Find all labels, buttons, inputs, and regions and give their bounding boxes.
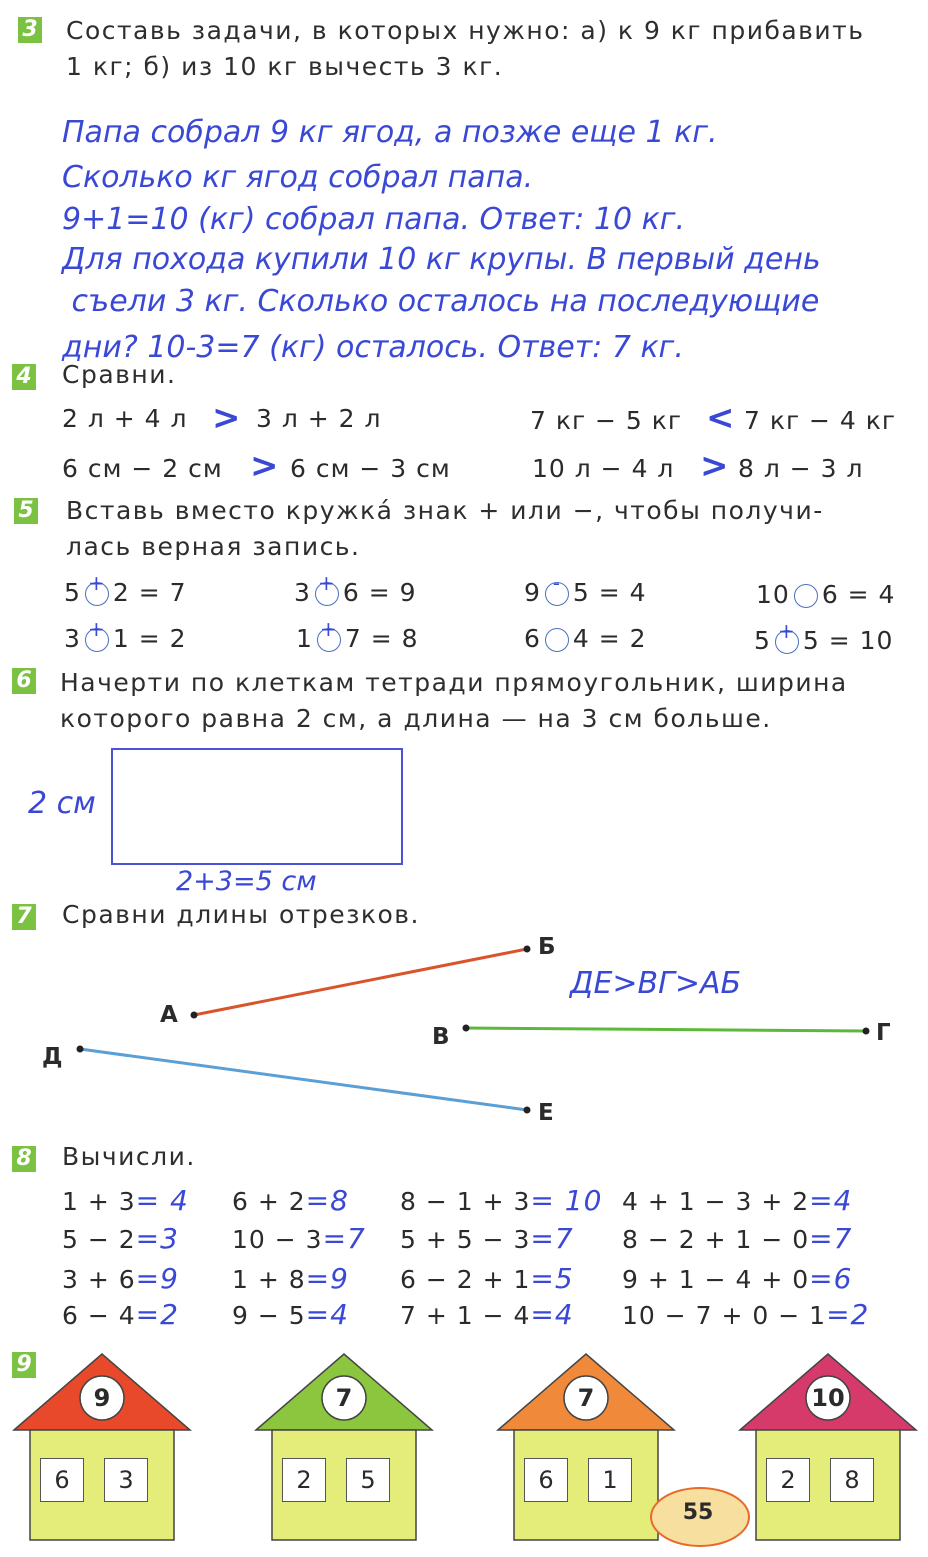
task3-text-line2: 1 кг; б) из 10 кг вычесть 3 кг. <box>66 52 504 81</box>
task4-row4-sign: > <box>700 446 730 486</box>
task5-item5: 3 + 1 = 2 <box>64 617 187 653</box>
house-roof-number: 7 <box>335 1384 353 1412</box>
segment-ab <box>194 949 527 1015</box>
task4-row4-left: 10 л − 4 л <box>532 454 675 483</box>
house-window-number: 2 <box>282 1458 326 1502</box>
rectangle-length-label: 2+3=5 см <box>176 866 317 897</box>
task4-row1-right: 3 л + 2 л <box>256 404 382 433</box>
task4-row3-right: 6 см − 3 см <box>290 454 451 483</box>
label-v: В <box>432 1024 450 1050</box>
calc-item: 6 − 4=2 <box>62 1298 179 1331</box>
task4-row2-sign: < <box>706 398 736 438</box>
point-g <box>863 1028 870 1035</box>
house-window-number: 6 <box>40 1458 84 1502</box>
calc-item: 6 − 2 + 1=5 <box>400 1262 574 1295</box>
sign-circle[interactable]: + <box>775 630 799 654</box>
task9-number: 9 <box>12 1352 36 1378</box>
house-window-number: 2 <box>766 1458 810 1502</box>
point-b <box>524 946 531 953</box>
task4-row3-sign: > <box>250 446 280 486</box>
house-roof-number: 7 <box>577 1384 595 1412</box>
sign-circle[interactable]: + <box>315 582 339 606</box>
house-window-number: 3 <box>104 1458 148 1502</box>
point-v <box>463 1025 470 1032</box>
house-1 <box>12 1352 192 1542</box>
calc-item: 10 − 7 + 0 − 1=2 <box>622 1298 870 1331</box>
task6-text-line1: Начерти по клеткам тетради прямоугольник, ширина <box>60 668 848 697</box>
sign-circle[interactable]: + <box>85 628 109 652</box>
task4-row3-left: 6 см − 2 см <box>62 454 223 483</box>
house-4 <box>738 1352 918 1542</box>
page-number: 55 <box>682 1500 714 1525</box>
task7-number: 7 <box>12 904 36 930</box>
calc-item: 9 + 1 − 4 + 0=6 <box>622 1262 853 1295</box>
segment-de <box>80 1049 527 1110</box>
task4-number: 4 <box>12 364 36 390</box>
label-d: Д <box>42 1044 63 1070</box>
task7-answer: ДЕ>ВГ>АБ <box>570 966 742 1001</box>
task3-answer-line2: Сколько кг ягод собрал папа. <box>62 160 534 195</box>
point-e <box>524 1107 531 1114</box>
house-window-number: 5 <box>346 1458 390 1502</box>
calc-item: 8 − 1 + 3= 10 <box>400 1184 603 1217</box>
calc-item: 10 − 3=7 <box>232 1222 366 1255</box>
task4-row4-right: 8 л − 3 л <box>738 454 864 483</box>
calc-item: 5 + 5 − 3=7 <box>400 1222 574 1255</box>
house-3 <box>496 1352 676 1542</box>
house-roof-number: 10 <box>811 1384 845 1412</box>
calc-item: 8 − 2 + 1 − 0=7 <box>622 1222 853 1255</box>
house-2 <box>254 1352 434 1542</box>
house-window-number: 6 <box>524 1458 568 1502</box>
task3-answer-line6: дни? 10-3=7 (кг) осталось. Ответ: 7 кг. <box>62 330 684 365</box>
task4-row1-left: 2 л + 4 л <box>62 404 188 433</box>
label-g: Г <box>876 1020 891 1046</box>
task3-answer-line3: 9+1=10 (кг) собрал папа. Ответ: 10 кг. <box>62 202 686 237</box>
segment-vg <box>466 1028 866 1031</box>
label-b: Б <box>538 934 556 960</box>
task5-item7: 6 4 = 2 <box>524 624 647 653</box>
calc-item: 1 + 8=9 <box>232 1262 349 1295</box>
calc-item: 5 − 2=3 <box>62 1222 179 1255</box>
house-window-number: 1 <box>588 1458 632 1502</box>
calc-item: 9 − 5=4 <box>232 1298 349 1331</box>
task5-number: 5 <box>14 498 38 524</box>
task5-item3: 9 - 5 = 4 <box>524 571 647 607</box>
task6-number: 6 <box>12 668 36 694</box>
task3-answer-line4: Для похода купили 10 кг крупы. В первый день <box>62 242 821 277</box>
task5-item2: 3 + 6 = 9 <box>294 571 417 607</box>
drawn-rectangle <box>111 748 403 865</box>
label-e: Е <box>538 1100 554 1126</box>
label-a: А <box>160 1002 178 1028</box>
task8-number: 8 <box>12 1146 36 1172</box>
point-a <box>191 1012 198 1019</box>
calc-item: 4 + 1 − 3 + 2=4 <box>622 1184 853 1217</box>
task8-title: Вычисли. <box>62 1142 196 1171</box>
sign-circle[interactable] <box>794 584 818 608</box>
sign-circle[interactable]: + <box>317 628 341 652</box>
house-window-number: 8 <box>830 1458 874 1502</box>
task4-title: Сравни. <box>62 360 177 389</box>
task3-number: 3 <box>18 17 42 43</box>
rectangle-width-label: 2 см <box>28 786 96 821</box>
calc-item: 1 + 3= 4 <box>62 1184 189 1217</box>
task4-row2-right: 7 кг − 4 кг <box>744 406 897 435</box>
task5-text-line1: Вставь вместо кружка́ знак + или −, чтобы получи- <box>66 496 824 525</box>
task5-item6: 1 + 7 = 8 <box>296 617 419 653</box>
task3-answer-line5: съели 3 кг. Сколько осталось на последующие <box>62 284 820 319</box>
task3-answer-line1: Папа собрал 9 кг ягод, а позже еще 1 кг. <box>62 115 718 150</box>
sign-circle[interactable]: + <box>85 582 109 606</box>
sign-circle[interactable]: - <box>545 582 569 606</box>
calc-item: 6 + 2=8 <box>232 1184 349 1217</box>
task5-item4: 10 6 = 4 <box>756 580 896 609</box>
task5-text-line2: лась верная запись. <box>66 532 361 561</box>
calc-item: 7 + 1 − 4=4 <box>400 1298 574 1331</box>
task7-title: Сравни длины отрезков. <box>62 900 420 929</box>
point-d <box>77 1046 84 1053</box>
task3-text-line1: Составь задачи, в которых нужно: а) к 9 кг прибавить <box>66 16 865 45</box>
calc-item: 3 + 6=9 <box>62 1262 179 1295</box>
task5-item8: 5 + 5 = 10 <box>754 619 894 655</box>
task4-row2-left: 7 кг − 5 кг <box>530 406 683 435</box>
house-roof-number: 9 <box>93 1384 111 1412</box>
sign-circle[interactable] <box>545 628 569 652</box>
task6-text-line2: которого равна 2 см, а длина — на 3 см больше. <box>60 704 772 733</box>
segments-diagram <box>0 930 928 1130</box>
task4-row1-sign: > <box>212 398 242 438</box>
task5-item1: 5 + 2 = 7 <box>64 571 187 607</box>
